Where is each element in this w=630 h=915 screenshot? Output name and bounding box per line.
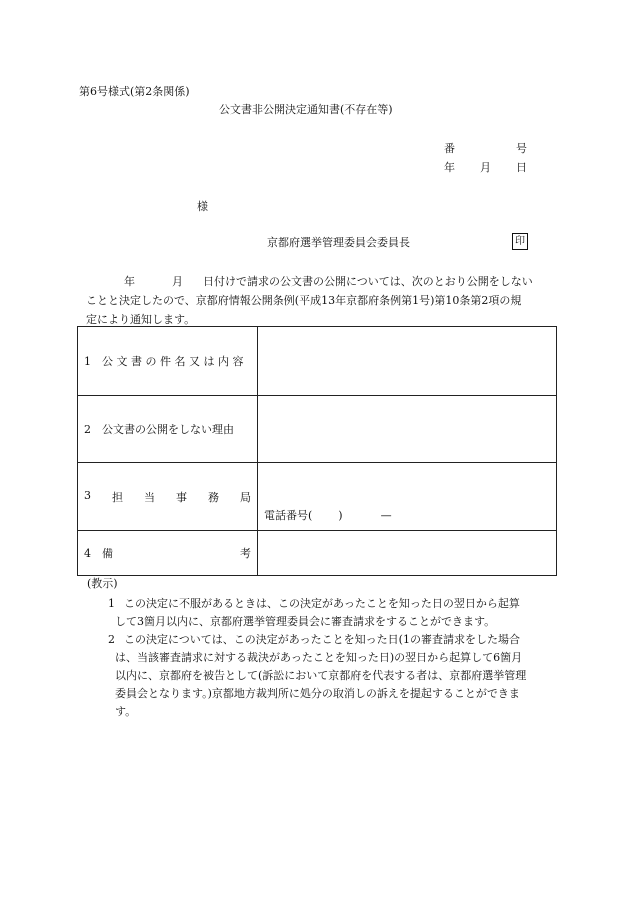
notice-item-2-line-3: 以内に、京都府を被告として(訴訟において京都府を代表する者は、京都府選挙管理: [115, 669, 527, 682]
office-char-1: 担: [112, 490, 123, 504]
notice-item-2-line-2: は、当該審査請求に対する裁決があったことを知った日)の翌日から起算して6箇月: [115, 651, 523, 664]
notice-item-1-line-2: して3箇月以内に、京都府選挙管理委員会に審査請求をすることができます。: [115, 615, 496, 628]
notice-item-1-line-1: [108, 597, 520, 611]
table-row: [78, 396, 557, 463]
row-label-document-name: 1 公 文 書 の 件 名 又 は 内 容: [78, 327, 258, 396]
office-char-3: 事: [176, 490, 187, 504]
notice-item-1-num: 1: [108, 597, 115, 610]
form-number: 第6号様式(第2条関係): [79, 85, 190, 98]
body-line-3: 定により通知します。: [86, 313, 196, 326]
body-line-1-text: 日付けで請求の公文書の公開については、次のとおり公開をしない: [203, 275, 533, 288]
notice-item-2-text: この決定については、この決定があったことを知った日(1の審査請求をした場合: [124, 633, 520, 646]
row-value-reason: [258, 396, 557, 463]
office-char-5: 局: [240, 490, 251, 504]
notice-item-2-line-1: [108, 633, 520, 647]
remarks-char-1: 備: [102, 547, 113, 560]
remarks-char-2: 考: [240, 547, 251, 560]
row-label-reason: 2 公文書の公開をしない理由: [78, 396, 258, 463]
notice-item-2-line-4: 委員会となります。)京都地方裁判所に処分の取消しの訴えを提起することができま: [115, 687, 520, 700]
date-month-label: 月: [480, 161, 491, 174]
remarks-num: 4: [84, 547, 91, 560]
row-value-document-name: [258, 327, 557, 396]
office-char-2: 当: [144, 490, 155, 504]
notice-item-2-line-5: す。: [115, 705, 137, 718]
date-year-label: 年: [444, 161, 455, 174]
row-value-remarks: [258, 531, 557, 576]
phone-paren: ): [338, 509, 343, 522]
table-row: [78, 327, 557, 396]
phone-dash: —: [380, 509, 392, 522]
office-char-4: 務: [208, 490, 219, 504]
body-line-2: ことと決定したので、京都府情報公開条例(平成13年京都府条例第1号)第10条第2項の規: [86, 294, 522, 307]
body-year: 年: [124, 275, 135, 288]
notice-item-2-num: 2: [108, 633, 115, 646]
phone-label: 電話番号(: [264, 509, 313, 522]
seal-stamp: 印: [512, 233, 528, 250]
addressee-suffix: 様: [197, 200, 208, 213]
issuer-name: 京都府選挙管理委員会委員長: [267, 236, 410, 249]
body-month: 月: [172, 275, 183, 288]
table-row: [78, 463, 557, 531]
row-value-office: [258, 463, 557, 531]
body-line-1: [86, 275, 533, 289]
office-num: 3: [84, 488, 91, 502]
row-label-remarks: [78, 531, 258, 576]
reference-go-label: 号: [516, 142, 527, 155]
document-title: 公文書非公開決定通知書(不存在等): [219, 103, 393, 116]
remarks-left: [84, 545, 113, 561]
row-label-office: [78, 463, 258, 531]
phone-number-line: [264, 507, 392, 523]
table-row: [78, 531, 557, 576]
notice-item-1-text: この決定に不服があるときは、この決定があったことを知った日の翌日から起算: [124, 597, 520, 610]
info-table: [77, 326, 557, 576]
notice-title: (教示): [87, 577, 118, 590]
date-day-label: 日: [516, 161, 527, 174]
reference-ban-label: 番: [444, 142, 455, 155]
